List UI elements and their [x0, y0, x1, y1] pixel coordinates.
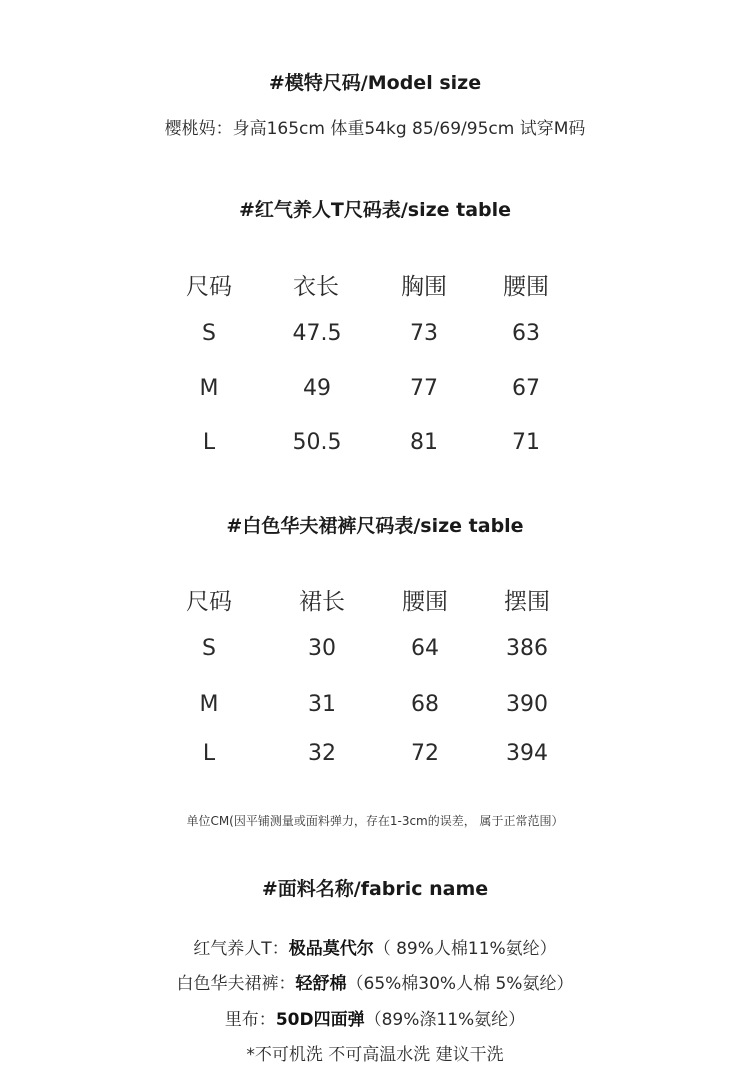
- header-cell-skirt-length: 裙长: [299, 589, 345, 615]
- table-cell: 72: [411, 741, 439, 766]
- care-instructions: *不可机洗 不可高温水洗 建议干洗: [246, 1045, 504, 1065]
- table-cell: 77: [410, 376, 438, 401]
- table-cell: 68: [411, 692, 439, 717]
- table-cell: S: [202, 636, 216, 661]
- skirt-size-heading: #白色华夫裙裤尺码表/size table: [226, 515, 524, 537]
- table-cell: S: [202, 321, 216, 346]
- table-cell: 32: [308, 741, 336, 766]
- table-cell: 63: [512, 321, 540, 346]
- header-cell-size: 尺码: [186, 589, 232, 615]
- fabric-line-tshirt: [0, 934, 750, 959]
- fabric-composition: （65%棉30%人棉 5%氨纶）: [346, 974, 574, 994]
- table-cell: 71: [512, 430, 540, 455]
- table-cell: L: [202, 741, 216, 766]
- fabric-composition: （ 89%人棉11%氨纶）: [373, 939, 557, 959]
- table-cell: L: [202, 430, 216, 455]
- table-cell: 50.5: [292, 430, 342, 455]
- table-cell: 390: [506, 692, 548, 717]
- fabric-item-label: 里布：: [224, 1010, 276, 1030]
- table-cell: M: [199, 692, 219, 717]
- header-cell-size: 尺码: [186, 274, 232, 300]
- fabric-heading: #面料名称/fabric name: [261, 878, 489, 900]
- tshirt-size-heading: #红气养人T尺码表/size table: [238, 199, 512, 221]
- table-cell: 64: [411, 636, 439, 661]
- header-cell-bust: 胸围: [401, 274, 447, 300]
- table-cell: 81: [410, 430, 438, 455]
- header-cell-length: 衣长: [293, 274, 339, 300]
- table-cell: 67: [512, 376, 540, 401]
- header-cell-hem: 摆围: [504, 589, 550, 615]
- fabric-item-label: 白色华夫裙裤：: [176, 974, 296, 994]
- model-size-heading: #模特尺码/Model size: [268, 72, 482, 94]
- header-cell-waist: 腰围: [402, 589, 448, 615]
- fabric-composition: （89%涤11%氨纶）: [364, 1010, 526, 1030]
- table-cell: 31: [308, 692, 336, 717]
- table-cell: 49: [303, 376, 331, 401]
- table-cell: 73: [410, 321, 438, 346]
- fabric-line-skirt: [0, 969, 750, 994]
- table-cell: 47.5: [292, 321, 342, 346]
- table-cell: 386: [506, 636, 548, 661]
- table-cell: 394: [506, 741, 548, 766]
- model-info: 樱桃妈：身高165cm 体重54kg 85/69/95cm 试穿M码: [164, 119, 586, 139]
- header-cell-waist: 腰围: [503, 274, 549, 300]
- table-cell: 30: [308, 636, 336, 661]
- fabric-item-label: 红气养人T：: [193, 939, 289, 959]
- fabric-line-lining: [0, 1005, 750, 1030]
- unit-note: 单位CM(因平铺测量或面料弹力，存在1-3cm的误差， 属于正常范围）: [186, 814, 564, 828]
- fabric-material-name: 极品莫代尔: [288, 939, 374, 959]
- fabric-material-name: 50D四面弹: [275, 1010, 365, 1030]
- table-cell: M: [199, 376, 219, 401]
- fabric-material-name: 轻舒棉: [295, 974, 347, 994]
